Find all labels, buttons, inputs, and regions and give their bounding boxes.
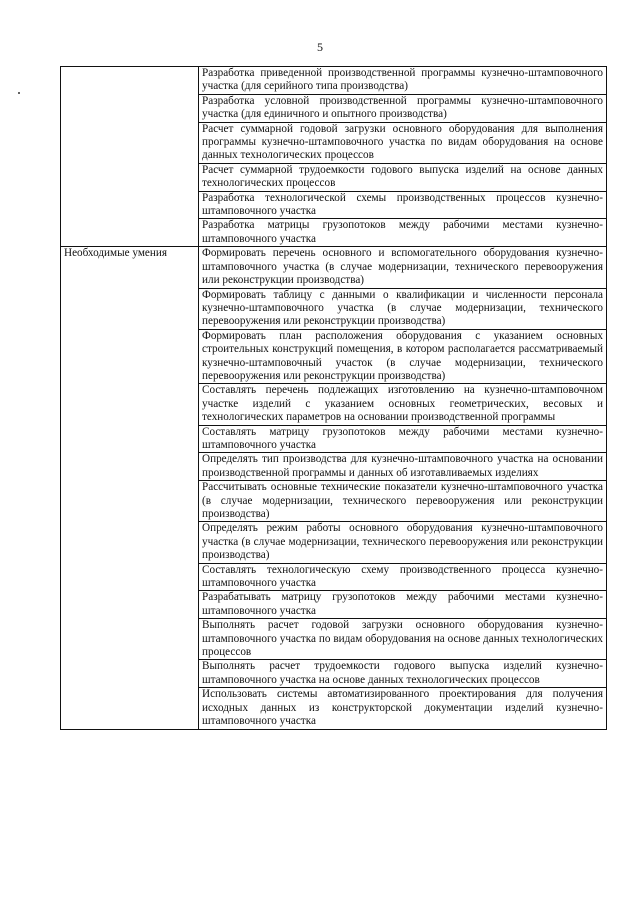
table-cell-text: Формировать перечень основного и вспомогательного оборудования кузнечно-штамповочного участка (в случае модернизации, технического перевооружения или реконструкции производства)	[199, 247, 607, 288]
table-cell-text: Разрабатывать матрицу грузопотоков между рабочими местами кузнечно-штамповочного участка	[199, 591, 607, 619]
table-cell-text: Выполнять расчет трудоемкости годового выпуска изделий кузнечно-штамповочного участка на основе данных технологических процессов	[199, 660, 607, 688]
table-cell-text: Составлять перечень подлежащих изготовлению на кузнечно-штамповочном участке изделий с указанием основных геометрических, весовых и технологических параметров на основании производственной программы	[199, 384, 607, 425]
table-cell-text: Разработка условной производственной программы кузнечно-штамповочного участка (для единичного и опытного производства)	[199, 94, 607, 122]
section-label-top	[61, 67, 199, 247]
table-row	[61, 67, 607, 95]
table-cell-text: Расчет суммарной трудоемкости годового выпуска изделий на основе данных технологических процессов	[199, 163, 607, 191]
table-cell-text: Определять тип производства для кузнечно-штамповочного участка на основании производственной программы и данных об изготавливаемых изделиях	[199, 453, 607, 481]
table-cell-text: Использовать системы автоматизированного проектирования для получения исходных данных из конструкторской документации изделий кузнечно-штамповочного участка	[199, 688, 607, 729]
table-cell-text: Разработка матрицы грузопотоков между рабочими местами кузнечно-штамповочного участка	[199, 219, 607, 247]
requirements-table-body	[61, 67, 607, 730]
table-cell-text: Составлять матрицу грузопотоков между рабочими местами кузнечно-штамповочного участка	[199, 425, 607, 453]
table-cell-text: Составлять технологическую схему производственного процесса кузнечно-штамповочного участка	[199, 563, 607, 591]
scan-speck	[18, 92, 20, 94]
table-cell-text: Формировать таблицу с данными о квалификации и численности персонала кузнечно-штамповочного участка (в случае модернизации, технического перевооружения или реконструкции производства)	[199, 288, 607, 329]
table-cell-text: Разработка технологической схемы производственных процессов кузнечно-штамповочного участка	[199, 191, 607, 219]
table-cell-text: Выполнять расчет годовой загрузки основного оборудования кузнечно-штамповочного участка по видам оборудования на основе данных технологических процессов	[199, 619, 607, 660]
table-cell-text: Определять режим работы основного оборудования кузнечно-штамповочного участка (в случае модернизации, технического перевооружения или реконструкции производства)	[199, 522, 607, 563]
table-cell-text: Расчет суммарной годовой загрузки основного оборудования для выполнения программы кузнечно-штамповочного участка по видам оборудования на основе данных технологических процессов	[199, 122, 607, 163]
page-number: 5	[317, 40, 323, 54]
table-row	[61, 247, 607, 288]
table-cell-text: Рассчитывать основные технические показатели кузнечно-штамповочного участка (в случае модернизации, технического перевооружения или реконструкции производства)	[199, 481, 607, 522]
section-label-skills: Необходимые умения	[61, 247, 199, 729]
table-cell-text: Формировать план расположения оборудования с указанием основных строительных конструкций помещения, в котором располагается рассматриваемый кузнечно-штамповочный участок (в случае модернизации, технического перевооружения или реконструкции производства)	[199, 329, 607, 384]
table-cell-text: Разработка приведенной производственной программы кузнечно-штамповочного участка (для серийного типа производства)	[199, 67, 607, 95]
requirements-table	[60, 66, 607, 730]
